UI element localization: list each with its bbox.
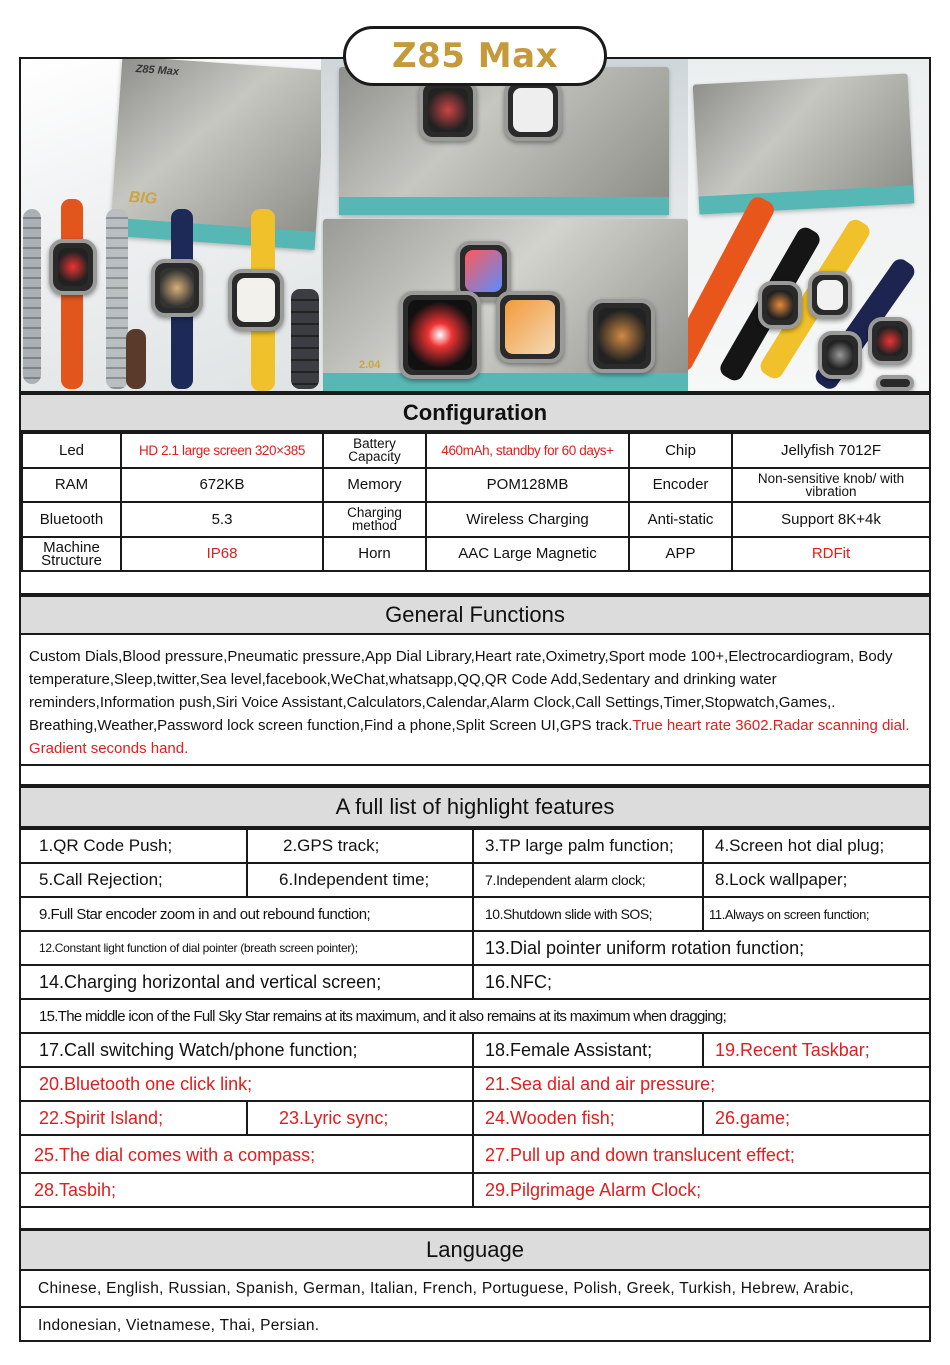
brown-strap — [126, 329, 146, 389]
feature-row — [21, 896, 929, 930]
feature-item: 28.Tasbih; — [34, 1179, 117, 1200]
highlights-heading — [21, 786, 929, 828]
language-heading — [21, 1229, 929, 1271]
general-functions-heading — [21, 595, 929, 635]
feature-item: 22.Spirit Island; — [39, 1107, 164, 1128]
box-teal-stripe — [110, 218, 316, 250]
language-list-line: Indonesian, Vietnamese, Thai, Persian. — [38, 1317, 320, 1334]
watch-screen — [827, 340, 853, 370]
spec-label: APP — [629, 537, 732, 572]
watch-screen — [505, 300, 555, 354]
watch-screen — [877, 326, 903, 356]
configuration-heading-text: Configuration — [402, 399, 548, 425]
watch-face — [589, 299, 655, 373]
feature-item: 19.Recent Taskbar; — [715, 1039, 870, 1060]
feature-item: 11.Always on screen function; — [709, 906, 870, 922]
feature-row — [21, 1032, 929, 1066]
feature-row — [21, 862, 929, 896]
watch-face — [504, 79, 562, 141]
watch-screen — [428, 88, 468, 132]
product-photo-center — [321, 59, 688, 391]
highlights-heading-text: A full list of highlight features — [335, 794, 615, 819]
feature-item: 4.Screen hot dial plug; — [715, 836, 885, 855]
feature-row — [21, 1066, 929, 1100]
watch-face — [399, 291, 481, 379]
cell-border — [472, 1102, 474, 1134]
watch-screen — [598, 308, 646, 364]
spec-label: Chip — [629, 433, 732, 468]
feature-item: 13.Dial pointer uniform rotation function; — [485, 937, 805, 958]
configuration-heading — [21, 393, 929, 432]
table-row — [22, 433, 930, 468]
product-photo-left — [21, 59, 321, 391]
table-row — [22, 537, 930, 572]
watch-face — [818, 331, 862, 379]
feature-item: 27.Pull up and down translucent effect; — [485, 1144, 795, 1165]
spec-label: Memory — [323, 468, 426, 503]
watch-face — [49, 239, 97, 295]
spec-label: Bluetooth — [22, 502, 121, 537]
cell-border — [472, 966, 474, 998]
feature-item: 24.Wooden fish; — [485, 1107, 615, 1128]
box-teal-stripe — [323, 373, 688, 391]
watch-screen — [513, 88, 553, 132]
watch-face — [758, 281, 802, 329]
feature-item: 9.Full Star encoder zoom in and out rebound function; — [39, 905, 371, 923]
divider — [21, 1206, 929, 1208]
spec-value: 5.3 — [121, 502, 323, 537]
cell-border — [472, 1136, 474, 1172]
cell-border — [246, 1102, 248, 1134]
watch-face — [496, 291, 564, 363]
feature-row — [21, 930, 929, 964]
product-photo-right — [688, 59, 929, 391]
feature-item: 3.TP large palm function; — [485, 836, 674, 855]
product-title: Z85 Max — [391, 36, 558, 76]
feature-item: 25.The dial comes with a compass; — [34, 1144, 316, 1165]
table-row — [22, 502, 930, 537]
feature-row — [21, 828, 929, 862]
cell-border — [702, 1102, 704, 1134]
black-link-strap — [291, 289, 319, 389]
feature-item: 21.Sea dial and air pressure; — [485, 1073, 716, 1094]
feature-row — [21, 964, 929, 998]
gift-box — [110, 59, 321, 250]
feature-item: 26.game; — [715, 1107, 791, 1128]
cell-border — [702, 898, 704, 930]
watch-screen — [817, 280, 843, 310]
spec-label: Led — [22, 433, 121, 468]
metal-strap — [106, 209, 128, 389]
spec-value: AAC Large Magnetic — [426, 537, 629, 572]
spec-label: Encoder — [629, 468, 732, 503]
spec-value: Support 8K+4k — [732, 502, 930, 537]
feature-item: 6.Independent time; — [279, 870, 430, 889]
general-functions-heading-text: General Functions — [385, 602, 565, 627]
feature-item: 12.Constant light function of dial pointer (breath screen pointer); — [39, 941, 358, 955]
cell-border — [472, 830, 474, 862]
metal-strap — [23, 209, 41, 384]
spec-value: 460mAh, standby for 60 days+ — [426, 433, 629, 468]
watch-screen — [237, 278, 275, 322]
feature-item: 8.Lock wallpaper; — [715, 870, 848, 889]
cell-border — [472, 932, 474, 964]
feature-item: 17.Call switching Watch/phone function; — [39, 1039, 358, 1060]
watch-face — [151, 259, 203, 317]
feature-row — [21, 998, 929, 1032]
feature-item: 29.Pilgrimage Alarm Clock; — [485, 1179, 702, 1200]
feature-item: 5.Call Rejection; — [39, 870, 163, 889]
feature-item: 16.NFC; — [485, 971, 553, 992]
feature-item: 14.Charging horizontal and vertical screen; — [39, 971, 382, 992]
feature-row — [21, 1134, 929, 1172]
watch-face — [419, 79, 477, 141]
feature-item: 2.GPS track; — [283, 836, 380, 855]
spec-value: HD 2.1 large screen 320×385 — [121, 433, 323, 468]
feature-item: 18.Female Assistant; — [485, 1039, 653, 1060]
spec-value: POM128MB — [426, 468, 629, 503]
box-badge-label: BIG — [128, 188, 158, 208]
box-teal-stripe — [699, 185, 915, 214]
cell-border — [472, 898, 474, 930]
box-teal-stripe — [339, 197, 669, 215]
product-title-badge — [343, 26, 607, 86]
cell-border — [246, 830, 248, 862]
feature-item: 1.QR Code Push; — [39, 836, 173, 855]
cell-border — [702, 864, 704, 896]
cell-border — [702, 1034, 704, 1066]
watch-screen — [465, 250, 502, 292]
feature-item: 10.Shutdown slide with SOS; — [485, 906, 653, 922]
language-list-line: Chinese, English, Russian, Spanish, German, Italian, French, Portuguese, Polish, Greek, Turkish, Hebrew, Arabic, — [38, 1280, 854, 1297]
watch-face — [228, 269, 284, 331]
spec-value: Non-sensitive knob/ with vibration — [732, 468, 930, 503]
general-functions-highlight: True heart rate 3602.Radar scanning dial. Gradient seconds hand. — [29, 717, 910, 757]
configuration-table — [21, 432, 931, 572]
feature-item: 23.Lyric sync; — [279, 1107, 389, 1128]
watch-face — [868, 317, 912, 365]
box-size-label: 2.04 — [359, 359, 381, 371]
spec-value: 672KB — [121, 468, 323, 503]
spec-value: Wireless Charging — [426, 502, 629, 537]
feature-item: 20.Bluetooth one click link; — [39, 1073, 253, 1094]
cell-border — [472, 1034, 474, 1066]
watch-screen — [160, 268, 194, 308]
cell-border — [246, 864, 248, 896]
watch-face — [876, 375, 914, 391]
gift-box — [339, 67, 669, 215]
general-functions-list: Custom Dials,Blood pressure,Pneumatic pressure,App Dial Library,Heart rate,Oximetry,Sport mode 100+,Electrocardiogram, Body temperature,Sleep,twitter,Sea level,facebook,WeChat,whatsapp,QQ,QR Code Add,Sedentary and drinking water reminders,Information push,Siri Voice Assistant,Calculators,Calendar,Alarm Clock,Call Settings,Timer,Stopwatch,Games,. Breathing,Weather,Password lock screen function,Find a phone,Split Screen UI,GPS track. — [29, 648, 893, 734]
box-brand-label: Z85 Max — [135, 63, 180, 79]
spec-label: Machine Structure — [22, 537, 121, 572]
language-heading-text: Language — [426, 1237, 524, 1262]
cell-border — [702, 830, 704, 862]
gift-box — [693, 73, 915, 214]
watch-face — [808, 271, 852, 319]
watch-screen — [767, 290, 793, 320]
general-functions-text — [29, 645, 924, 760]
watch-screen — [408, 300, 472, 370]
cell-border — [472, 864, 474, 896]
spec-label: Horn — [323, 537, 426, 572]
divider — [21, 764, 929, 766]
spec-label: Anti-static — [629, 502, 732, 537]
feature-item: 15.The middle icon of the Full Sky Star remains at its maximum, and it also remains at its maximum when dragging; — [39, 1007, 727, 1025]
cell-border — [472, 1174, 474, 1206]
spec-label: RAM — [22, 468, 121, 503]
feature-row — [21, 1100, 929, 1134]
table-row — [22, 468, 930, 503]
cell-border — [472, 1068, 474, 1100]
feature-item: 7.Independent alarm clock; — [485, 872, 646, 888]
watch-screen — [58, 248, 88, 286]
spec-value: Jellyfish 7012F — [732, 433, 930, 468]
spec-label: Battery Capacity — [323, 433, 426, 468]
feature-row — [21, 1172, 929, 1206]
spec-label: Charging method — [323, 502, 426, 537]
spec-value: IP68 — [121, 537, 323, 572]
spec-value: RDFit — [732, 537, 930, 572]
